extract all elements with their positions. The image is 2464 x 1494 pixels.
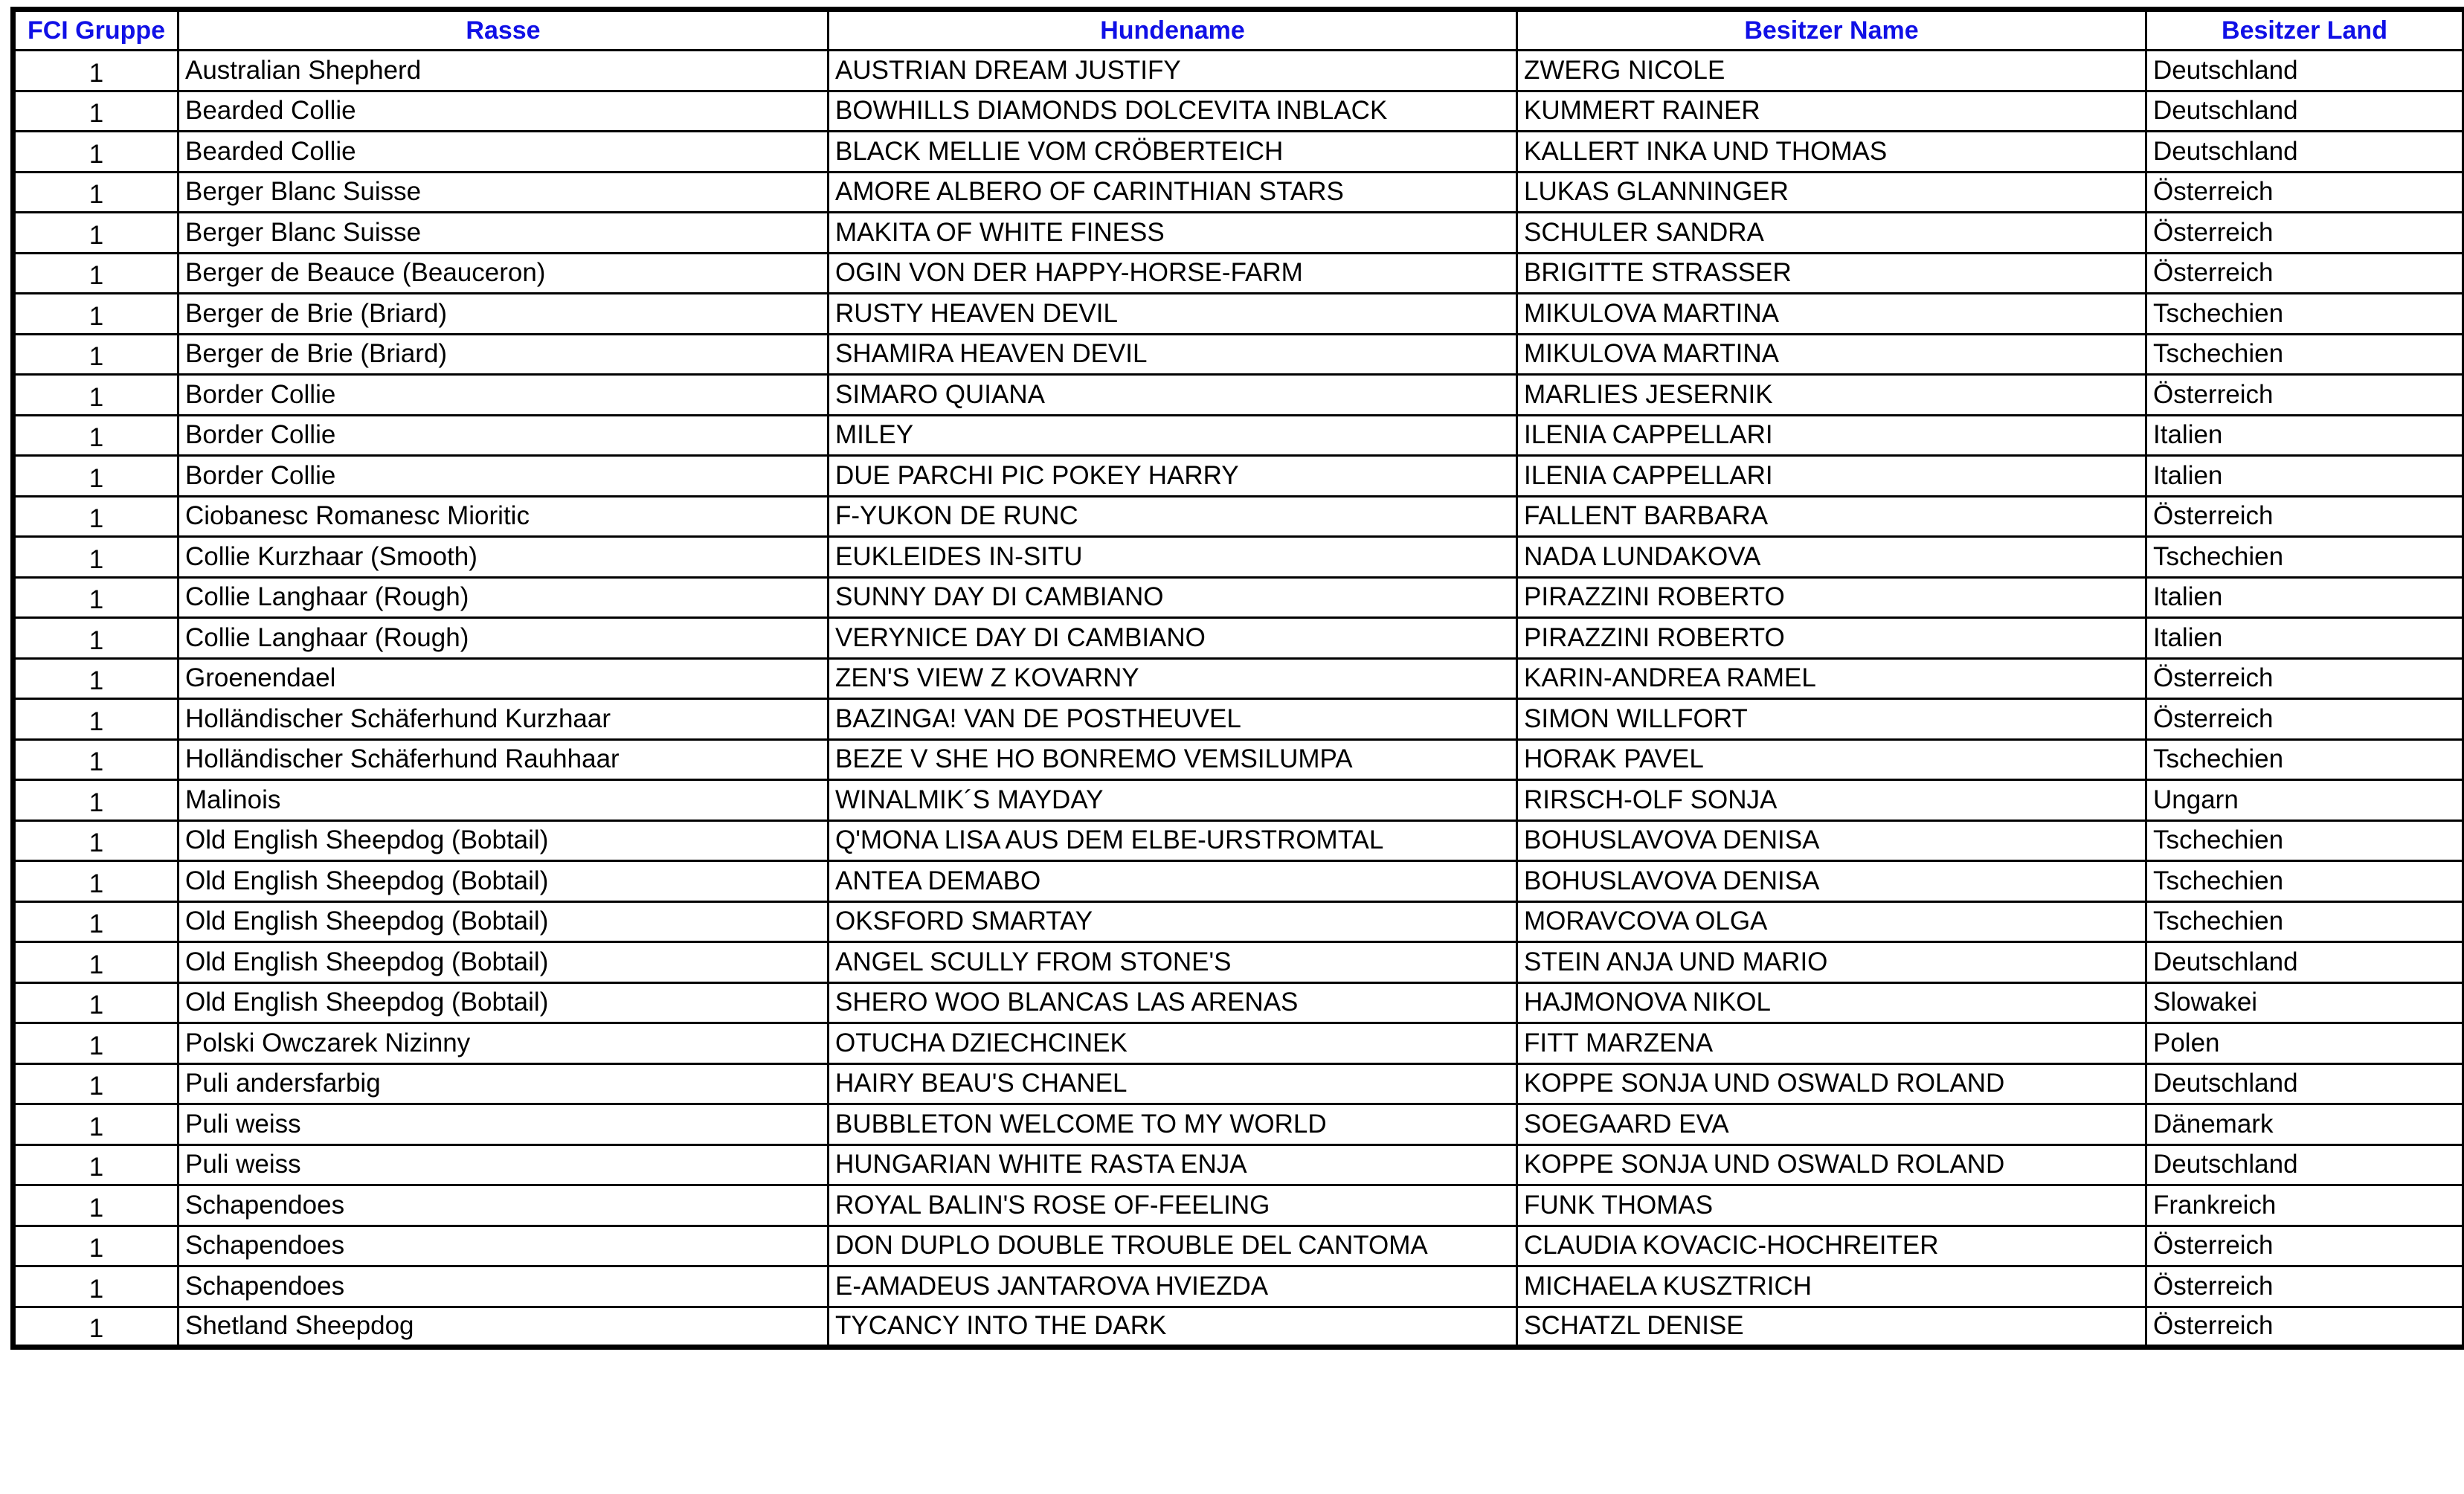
- cell-fci-gruppe[interactable]: 1: [13, 172, 178, 213]
- cell-besitzer-land[interactable]: Tschechien: [2146, 820, 2464, 861]
- header-fci-gruppe[interactable]: FCI Gruppe: [13, 10, 178, 51]
- cell-besitzer-land[interactable]: Deutschland: [2146, 1144, 2464, 1185]
- cell-besitzer-land[interactable]: Deutschland: [2146, 51, 2464, 91]
- cell-besitzer-name[interactable]: FUNK THOMAS: [1517, 1185, 2146, 1226]
- table-row: [13, 658, 2464, 699]
- cell-fci-gruppe[interactable]: 1: [13, 780, 178, 821]
- table-row: [13, 1307, 2464, 1348]
- table-row: [13, 172, 2464, 213]
- table-row: [13, 1104, 2464, 1145]
- cell-fci-gruppe[interactable]: 1: [13, 51, 178, 91]
- cell-hundename[interactable]: MAKITA OF WHITE FINESS: [829, 213, 1517, 254]
- cell-besitzer-land[interactable]: Italien: [2146, 415, 2464, 456]
- table-row: [13, 415, 2464, 456]
- table-row: [13, 537, 2464, 578]
- table-row: [13, 91, 2464, 132]
- cell-fci-gruppe[interactable]: 1: [13, 1144, 178, 1185]
- cell-besitzer-land[interactable]: Tschechien: [2146, 739, 2464, 780]
- cell-fci-gruppe[interactable]: 1: [13, 901, 178, 942]
- cell-hundename[interactable]: OGIN VON DER HAPPY-HORSE-FARM: [829, 253, 1517, 294]
- cell-rasse[interactable]: Berger de Brie (Briard): [178, 294, 829, 335]
- cell-rasse[interactable]: Collie Kurzhaar (Smooth): [178, 537, 829, 578]
- cell-besitzer-land[interactable]: Österreich: [2146, 375, 2464, 416]
- cell-hundename[interactable]: SIMARO QUIANA: [829, 375, 1517, 416]
- table-row: [13, 618, 2464, 659]
- cell-hundename[interactable]: VERYNICE DAY DI CAMBIANO: [829, 618, 1517, 659]
- table-row: [13, 901, 2464, 942]
- cell-hundename[interactable]: HUNGARIAN WHITE RASTA ENJA: [829, 1144, 1517, 1185]
- cell-rasse[interactable]: Bearded Collie: [178, 132, 829, 173]
- cell-besitzer-name[interactable]: HORAK PAVEL: [1517, 739, 2146, 780]
- cell-fci-gruppe[interactable]: 1: [13, 658, 178, 699]
- table-row: [13, 496, 2464, 537]
- cell-fci-gruppe[interactable]: 1: [13, 1185, 178, 1226]
- cell-besitzer-name[interactable]: PIRAZZINI ROBERTO: [1517, 577, 2146, 618]
- cell-hundename[interactable]: BOWHILLS DIAMONDS DOLCEVITA INBLACK: [829, 91, 1517, 132]
- cell-hundename[interactable]: OTUCHA DZIECHCINEK: [829, 1023, 1517, 1064]
- cell-besitzer-name[interactable]: MIKULOVA MARTINA: [1517, 334, 2146, 375]
- cell-rasse[interactable]: Shetland Sheepdog: [178, 1307, 829, 1348]
- cell-fci-gruppe[interactable]: 1: [13, 820, 178, 861]
- cell-besitzer-land[interactable]: Italien: [2146, 618, 2464, 659]
- cell-besitzer-land[interactable]: Ungarn: [2146, 780, 2464, 821]
- cell-fci-gruppe[interactable]: 1: [13, 91, 178, 132]
- cell-besitzer-land[interactable]: Deutschland: [2146, 91, 2464, 132]
- cell-fci-gruppe[interactable]: 1: [13, 942, 178, 983]
- cell-hundename[interactable]: AMORE ALBERO OF CARINTHIAN STARS: [829, 172, 1517, 213]
- cell-rasse[interactable]: Border Collie: [178, 415, 829, 456]
- cell-hundename[interactable]: BUBBLETON WELCOME TO MY WORLD: [829, 1104, 1517, 1145]
- cell-hundename[interactable]: EUKLEIDES IN-SITU: [829, 537, 1517, 578]
- cell-rasse[interactable]: Puli andersfarbig: [178, 1063, 829, 1104]
- cell-hundename[interactable]: SUNNY DAY DI CAMBIANO: [829, 577, 1517, 618]
- cell-besitzer-land[interactable]: Tschechien: [2146, 861, 2464, 902]
- cell-rasse[interactable]: Puli weiss: [178, 1144, 829, 1185]
- cell-besitzer-land[interactable]: Österreich: [2146, 699, 2464, 740]
- cell-rasse[interactable]: Old English Sheepdog (Bobtail): [178, 820, 829, 861]
- cell-besitzer-land[interactable]: Österreich: [2146, 253, 2464, 294]
- cell-besitzer-land[interactable]: Deutschland: [2146, 942, 2464, 983]
- cell-fci-gruppe[interactable]: 1: [13, 1063, 178, 1104]
- cell-hundename[interactable]: Q'MONA LISA AUS DEM ELBE-URSTROMTAL: [829, 820, 1517, 861]
- cell-besitzer-land[interactable]: Österreich: [2146, 1226, 2464, 1266]
- cell-fci-gruppe[interactable]: 1: [13, 982, 178, 1023]
- table-row: [13, 375, 2464, 416]
- header-rasse[interactable]: Rasse: [178, 10, 829, 51]
- cell-fci-gruppe[interactable]: 1: [13, 739, 178, 780]
- cell-fci-gruppe[interactable]: 1: [13, 1226, 178, 1266]
- cell-besitzer-land[interactable]: Österreich: [2146, 172, 2464, 213]
- cell-besitzer-name[interactable]: BOHUSLAVOVA DENISA: [1517, 861, 2146, 902]
- cell-rasse[interactable]: Old English Sheepdog (Bobtail): [178, 982, 829, 1023]
- cell-rasse[interactable]: Schapendoes: [178, 1266, 829, 1307]
- cell-hundename[interactable]: WINALMIK´S MAYDAY: [829, 780, 1517, 821]
- cell-rasse[interactable]: Berger Blanc Suisse: [178, 213, 829, 254]
- cell-fci-gruppe[interactable]: 1: [13, 253, 178, 294]
- cell-fci-gruppe[interactable]: 1: [13, 1266, 178, 1307]
- cell-rasse[interactable]: Collie Langhaar (Rough): [178, 618, 829, 659]
- table-row: [13, 820, 2464, 861]
- cell-besitzer-land[interactable]: Polen: [2146, 1023, 2464, 1064]
- header-row: [13, 10, 2464, 51]
- header-besitzer-land[interactable]: Besitzer Land: [2146, 10, 2464, 51]
- cell-besitzer-name[interactable]: SCHATZL DENISE: [1517, 1307, 2146, 1348]
- cell-hundename[interactable]: MILEY: [829, 415, 1517, 456]
- cell-fci-gruppe[interactable]: 1: [13, 213, 178, 254]
- header-besitzer-name[interactable]: Besitzer Name: [1517, 10, 2146, 51]
- cell-fci-gruppe[interactable]: 1: [13, 1023, 178, 1064]
- cell-besitzer-land[interactable]: Slowakei: [2146, 982, 2464, 1023]
- cell-rasse[interactable]: Australian Shepherd: [178, 51, 829, 91]
- cell-besitzer-land[interactable]: Italien: [2146, 456, 2464, 497]
- table-row: [13, 780, 2464, 821]
- table-row: [13, 1185, 2464, 1226]
- cell-fci-gruppe[interactable]: 1: [13, 496, 178, 537]
- cell-fci-gruppe[interactable]: 1: [13, 618, 178, 659]
- table-row: [13, 456, 2464, 497]
- table-row: [13, 861, 2464, 902]
- cell-hundename[interactable]: BAZINGA! VAN DE POSTHEUVEL: [829, 699, 1517, 740]
- table-row: [13, 253, 2464, 294]
- cell-rasse[interactable]: Berger de Beauce (Beauceron): [178, 253, 829, 294]
- dog-entries-table: [10, 7, 2464, 1350]
- cell-besitzer-name[interactable]: MARLIES JESERNIK: [1517, 375, 2146, 416]
- cell-besitzer-land[interactable]: Österreich: [2146, 496, 2464, 537]
- cell-rasse[interactable]: Schapendoes: [178, 1185, 829, 1226]
- cell-hundename[interactable]: ANGEL SCULLY FROM STONE'S: [829, 942, 1517, 983]
- cell-fci-gruppe[interactable]: 1: [13, 294, 178, 335]
- table-row: [13, 1144, 2464, 1185]
- cell-besitzer-name[interactable]: LUKAS GLANNINGER: [1517, 172, 2146, 213]
- cell-fci-gruppe[interactable]: 1: [13, 456, 178, 497]
- cell-besitzer-land[interactable]: Dänemark: [2146, 1104, 2464, 1145]
- cell-besitzer-land[interactable]: Deutschland: [2146, 1063, 2464, 1104]
- cell-rasse[interactable]: Holländischer Schäferhund Rauhhaar: [178, 739, 829, 780]
- cell-rasse[interactable]: Bearded Collie: [178, 91, 829, 132]
- table-row: [13, 1226, 2464, 1266]
- cell-besitzer-name[interactable]: KOPPE SONJA UND OSWALD ROLAND: [1517, 1144, 2146, 1185]
- cell-besitzer-land[interactable]: Österreich: [2146, 658, 2464, 699]
- cell-besitzer-name[interactable]: ILENIA CAPPELLARI: [1517, 415, 2146, 456]
- cell-hundename[interactable]: BLACK MELLIE VOM CRÖBERTEICH: [829, 132, 1517, 173]
- table-row: [13, 982, 2464, 1023]
- cell-hundename[interactable]: ROYAL BALIN'S ROSE OF-FEELING: [829, 1185, 1517, 1226]
- cell-besitzer-name[interactable]: PIRAZZINI ROBERTO: [1517, 618, 2146, 659]
- cell-besitzer-land[interactable]: Frankreich: [2146, 1185, 2464, 1226]
- cell-hundename[interactable]: SHAMIRA HEAVEN DEVIL: [829, 334, 1517, 375]
- cell-besitzer-name[interactable]: NADA LUNDAKOVA: [1517, 537, 2146, 578]
- table-row: [13, 51, 2464, 91]
- cell-hundename[interactable]: DUE PARCHI PIC POKEY HARRY: [829, 456, 1517, 497]
- cell-besitzer-name[interactable]: MORAVCOVA OLGA: [1517, 901, 2146, 942]
- cell-besitzer-name[interactable]: KUMMERT RAINER: [1517, 91, 2146, 132]
- table-row: [13, 1266, 2464, 1307]
- cell-besitzer-name[interactable]: ZWERG NICOLE: [1517, 51, 2146, 91]
- cell-rasse[interactable]: Polski Owczarek Nizinny: [178, 1023, 829, 1064]
- cell-rasse[interactable]: Holländischer Schäferhund Kurzhaar: [178, 699, 829, 740]
- cell-besitzer-name[interactable]: CLAUDIA KOVACIC-HOCHREITER: [1517, 1226, 2146, 1266]
- table-row: [13, 213, 2464, 254]
- cell-besitzer-name[interactable]: RIRSCH-OLF SONJA: [1517, 780, 2146, 821]
- cell-fci-gruppe[interactable]: 1: [13, 375, 178, 416]
- cell-hundename[interactable]: F-YUKON DE RUNC: [829, 496, 1517, 537]
- cell-fci-gruppe[interactable]: 1: [13, 415, 178, 456]
- cell-besitzer-name[interactable]: SCHULER SANDRA: [1517, 213, 2146, 254]
- cell-hundename[interactable]: AUSTRIAN DREAM JUSTIFY: [829, 51, 1517, 91]
- cell-besitzer-land[interactable]: Tschechien: [2146, 537, 2464, 578]
- cell-fci-gruppe[interactable]: 1: [13, 861, 178, 902]
- cell-fci-gruppe[interactable]: 1: [13, 537, 178, 578]
- cell-besitzer-land[interactable]: Tschechien: [2146, 901, 2464, 942]
- cell-fci-gruppe[interactable]: 1: [13, 577, 178, 618]
- table-row: [13, 334, 2464, 375]
- cell-besitzer-name[interactable]: MICHAELA KUSZTRICH: [1517, 1266, 2146, 1307]
- cell-fci-gruppe[interactable]: 1: [13, 334, 178, 375]
- cell-besitzer-land[interactable]: Deutschland: [2146, 132, 2464, 173]
- cell-rasse[interactable]: Old English Sheepdog (Bobtail): [178, 901, 829, 942]
- table-row: [13, 132, 2464, 173]
- cell-rasse[interactable]: Old English Sheepdog (Bobtail): [178, 861, 829, 902]
- cell-besitzer-name[interactable]: MIKULOVA MARTINA: [1517, 294, 2146, 335]
- cell-besitzer-name[interactable]: SIMON WILLFORT: [1517, 699, 2146, 740]
- table-row: [13, 1063, 2464, 1104]
- cell-fci-gruppe[interactable]: 1: [13, 132, 178, 173]
- table-row: [13, 577, 2464, 618]
- cell-besitzer-land[interactable]: Österreich: [2146, 213, 2464, 254]
- cell-besitzer-name[interactable]: BOHUSLAVOVA DENISA: [1517, 820, 2146, 861]
- cell-besitzer-land[interactable]: Tschechien: [2146, 334, 2464, 375]
- cell-besitzer-land[interactable]: Italien: [2146, 577, 2464, 618]
- cell-rasse[interactable]: Schapendoes: [178, 1226, 829, 1266]
- table-row: [13, 294, 2464, 335]
- header-hundename[interactable]: Hundename: [829, 10, 1517, 51]
- cell-hundename[interactable]: ZEN'S VIEW Z KOVARNY: [829, 658, 1517, 699]
- table-row: [13, 1023, 2464, 1064]
- cell-besitzer-land[interactable]: Österreich: [2146, 1266, 2464, 1307]
- cell-fci-gruppe[interactable]: 1: [13, 1307, 178, 1348]
- cell-hundename[interactable]: TYCANCY INTO THE DARK: [829, 1307, 1517, 1348]
- cell-fci-gruppe[interactable]: 1: [13, 699, 178, 740]
- cell-rasse[interactable]: Groenendael: [178, 658, 829, 699]
- cell-rasse[interactable]: Border Collie: [178, 375, 829, 416]
- cell-besitzer-name[interactable]: SOEGAARD EVA: [1517, 1104, 2146, 1145]
- cell-hundename[interactable]: BEZE V SHE HO BONREMO VEMSILUMPA: [829, 739, 1517, 780]
- table-body: [13, 51, 2464, 1348]
- cell-fci-gruppe[interactable]: 1: [13, 1104, 178, 1145]
- cell-rasse[interactable]: Berger de Brie (Briard): [178, 334, 829, 375]
- table-row: [13, 699, 2464, 740]
- cell-hundename[interactable]: HAIRY BEAU'S CHANEL: [829, 1063, 1517, 1104]
- cell-rasse[interactable]: Berger Blanc Suisse: [178, 172, 829, 213]
- cell-hundename[interactable]: E-AMADEUS JANTAROVA HVIEZDA: [829, 1266, 1517, 1307]
- cell-besitzer-name[interactable]: STEIN ANJA UND MARIO: [1517, 942, 2146, 983]
- cell-rasse[interactable]: Collie Langhaar (Rough): [178, 577, 829, 618]
- cell-besitzer-name[interactable]: HAJMONOVA NIKOL: [1517, 982, 2146, 1023]
- cell-rasse[interactable]: Ciobanesc Romanesc Mioritic: [178, 496, 829, 537]
- cell-besitzer-name[interactable]: KARIN-ANDREA RAMEL: [1517, 658, 2146, 699]
- cell-besitzer-land[interactable]: Österreich: [2146, 1307, 2464, 1348]
- cell-rasse[interactable]: Malinois: [178, 780, 829, 821]
- cell-besitzer-name[interactable]: FALLENT BARBARA: [1517, 496, 2146, 537]
- cell-hundename[interactable]: ANTEA DEMABO: [829, 861, 1517, 902]
- cell-besitzer-name[interactable]: KOPPE SONJA UND OSWALD ROLAND: [1517, 1063, 2146, 1104]
- cell-besitzer-name[interactable]: ILENIA CAPPELLARI: [1517, 456, 2146, 497]
- cell-rasse[interactable]: Old English Sheepdog (Bobtail): [178, 942, 829, 983]
- table-row: [13, 739, 2464, 780]
- cell-besitzer-name[interactable]: BRIGITTE STRASSER: [1517, 253, 2146, 294]
- cell-besitzer-land[interactable]: Tschechien: [2146, 294, 2464, 335]
- cell-besitzer-name[interactable]: KALLERT INKA UND THOMAS: [1517, 132, 2146, 173]
- cell-hundename[interactable]: SHERO WOO BLANCAS LAS ARENAS: [829, 982, 1517, 1023]
- cell-rasse[interactable]: Border Collie: [178, 456, 829, 497]
- cell-hundename[interactable]: RUSTY HEAVEN DEVIL: [829, 294, 1517, 335]
- cell-rasse[interactable]: Puli weiss: [178, 1104, 829, 1145]
- cell-hundename[interactable]: DON DUPLO DOUBLE TROUBLE DEL CANTOMA: [829, 1226, 1517, 1266]
- cell-besitzer-name[interactable]: FITT MARZENA: [1517, 1023, 2146, 1064]
- table-row: [13, 942, 2464, 983]
- cell-hundename[interactable]: OKSFORD SMARTAY: [829, 901, 1517, 942]
